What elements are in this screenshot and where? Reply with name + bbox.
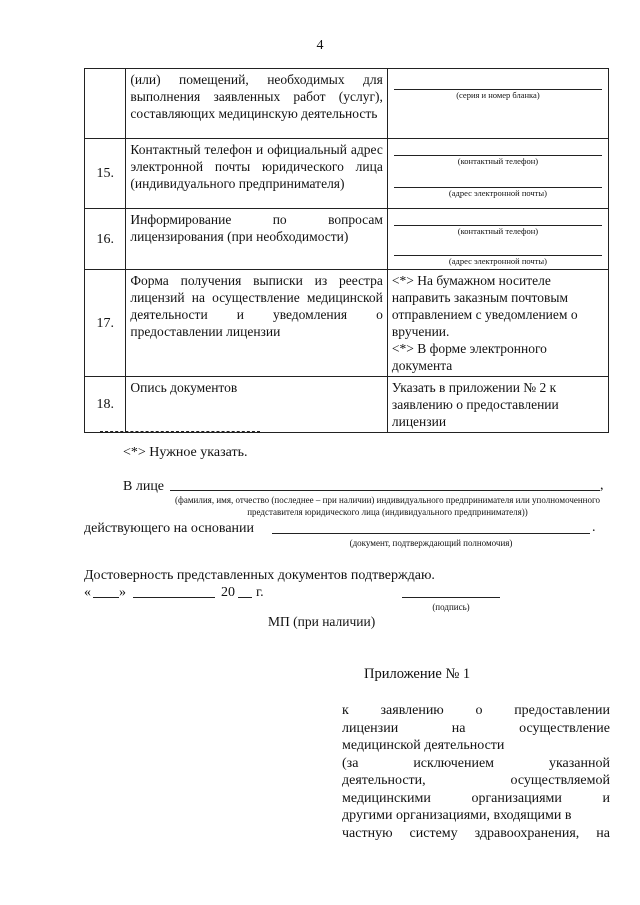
appendix-title: Приложение № 1: [364, 666, 471, 682]
page-number: 4: [316, 38, 324, 53]
table-row: [85, 209, 609, 270]
date-month-field[interactable]: [133, 597, 215, 598]
row-description: Контактный телефон и официальный адрес электронной почты юридического лица (индивидуального предпринимателя): [126, 139, 387, 209]
appendix-line: [342, 825, 610, 843]
word: здравоохранения,: [474, 825, 580, 841]
word: предоставлении: [514, 703, 610, 718]
email-field[interactable]: [394, 173, 602, 188]
table-row: [85, 377, 609, 433]
blank-number-field[interactable]: [394, 75, 602, 90]
email-field[interactable]: [394, 241, 602, 256]
word: и: [602, 790, 610, 806]
footnote: <*> Нужное указать.: [123, 445, 248, 460]
row-number: 18.: [85, 377, 126, 433]
row-value: [387, 270, 608, 377]
table-row: [85, 139, 609, 209]
row-value: Указать в приложении № 2 к заявлению о предоставлении лицензии: [387, 377, 608, 433]
table-row: [85, 270, 609, 377]
appendix-line: [342, 720, 610, 738]
word: к: [342, 703, 349, 718]
word: организациями: [471, 790, 562, 806]
word: лицензии: [342, 720, 399, 736]
word: указанной: [548, 755, 610, 771]
phone-field[interactable]: [394, 211, 602, 226]
row-description: Опись документов: [126, 377, 387, 433]
in-person-field[interactable]: [170, 490, 600, 491]
date-close-quote: »: [119, 585, 126, 600]
basis-field[interactable]: [272, 533, 590, 534]
word: медицинскими: [342, 790, 431, 806]
word: на: [451, 720, 466, 736]
row-value: [387, 139, 608, 209]
word: заявлению: [380, 703, 444, 718]
stamp-label: МП (при наличии): [268, 614, 376, 629]
appendix-text: [342, 702, 610, 842]
field-caption: (контактный телефон): [457, 226, 539, 236]
word: о: [475, 703, 483, 718]
paper-option: <*> На бумажном носителе направить заказным почтовым отправлением с уведомлением о вручении.: [391, 273, 578, 339]
row-number: [85, 69, 126, 139]
row-description: Информирование по вопросам лицензирования (при необходимости): [126, 209, 387, 270]
comma: ,: [600, 478, 604, 493]
basis-label: действующего на основании: [84, 521, 255, 536]
in-person-caption: (фамилия, имя, отчество (последнее – при наличии) индивидуального предпринимателя или уполномоченного представителя юридического лица (индивидуального предпринимателя)): [175, 495, 600, 517]
date-day-field[interactable]: [93, 597, 119, 598]
appendix-line: [342, 772, 610, 790]
row-value: [387, 209, 608, 270]
field-caption: (адрес электронной почты): [448, 256, 547, 266]
application-table: [84, 68, 609, 433]
word: осуществление: [519, 720, 610, 736]
field-caption: (серия и номер бланка): [456, 90, 540, 100]
row-number: 17.: [85, 270, 126, 377]
row-value: [387, 69, 608, 139]
word: (за: [342, 755, 359, 771]
table-row: [85, 69, 609, 139]
appendix-line: [342, 790, 610, 808]
signature-field[interactable]: [402, 597, 500, 598]
confirmation-text: Достоверность представленных документов подтверждаю.: [84, 568, 435, 583]
word: медицинской деятельности: [342, 738, 505, 753]
date-year-prefix: 20: [221, 585, 235, 600]
phone-field[interactable]: [394, 141, 602, 156]
appendix-line: [342, 737, 610, 755]
footnote-separator: [100, 431, 260, 432]
row-number: 16.: [85, 209, 126, 270]
signature-caption: (подпись): [432, 602, 470, 612]
date-open-quote: «: [84, 585, 91, 600]
word: на: [596, 825, 610, 841]
field-caption: (адрес электронной почты): [448, 188, 547, 198]
row-description: Форма получения выписки из реестра лицензий на осуществление медицинской деятельности и уведомления о предоставлении лицензии: [126, 270, 387, 377]
basis-caption: (документ, подтверждающий полномочия): [349, 538, 513, 548]
appendix-line: [342, 807, 610, 825]
word: осуществляемой: [510, 773, 610, 788]
word: исключением: [413, 755, 495, 771]
appendix-line: [342, 702, 610, 720]
word: другими организациями, входящими в: [342, 808, 572, 823]
date-year-field[interactable]: [238, 597, 252, 598]
electronic-option: <*> В форме электронного документа: [391, 341, 547, 373]
word: частную: [342, 825, 393, 841]
word: систему: [409, 825, 458, 841]
row-number: 15.: [85, 139, 126, 209]
date-year-suffix: г.: [256, 585, 264, 600]
field-caption: (контактный телефон): [457, 156, 539, 166]
period: .: [592, 520, 596, 535]
row-description: (или) помещений, необходимых для выполнения заявленных работ (услуг), составляющих медицинскую деятельность: [126, 69, 387, 139]
word: деятельности,: [342, 773, 426, 788]
appendix-line: [342, 755, 610, 773]
in-person-label: В лице: [123, 479, 165, 494]
